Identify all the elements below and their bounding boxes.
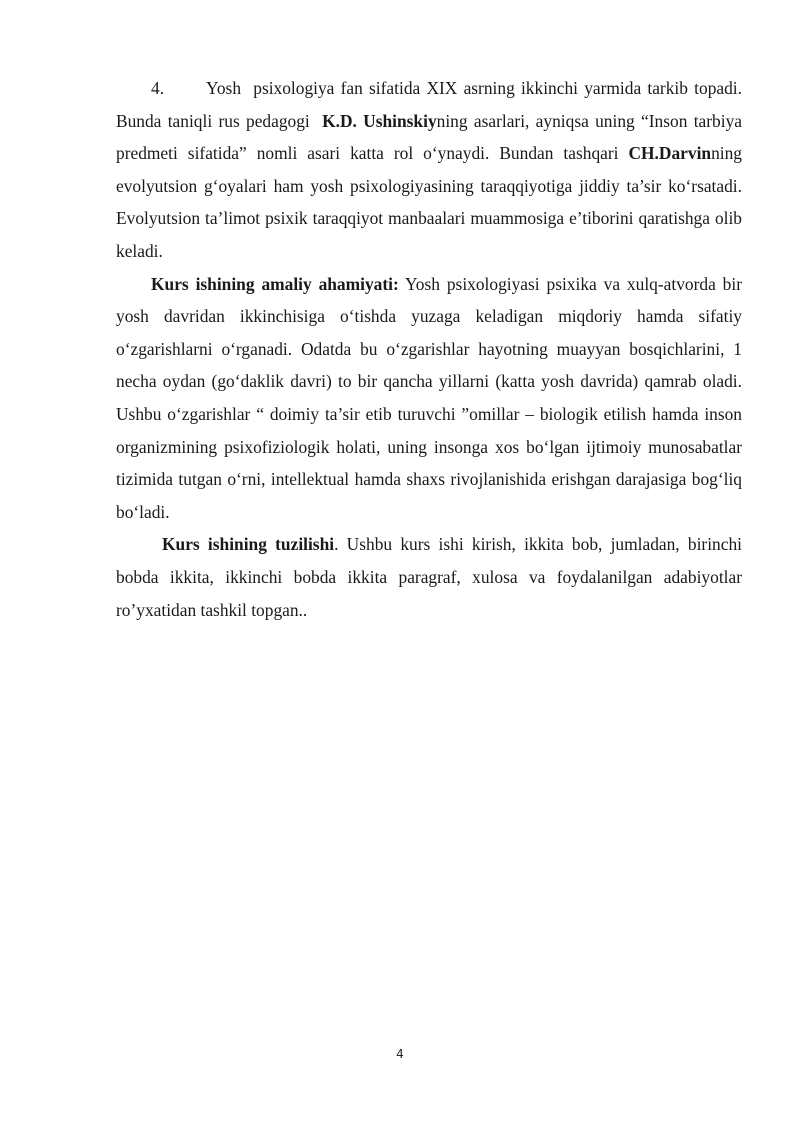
- paragraph-practical-significance: [116, 268, 742, 529]
- paragraph-body: Yosh psixologiyasi psixika va xulq-atvorda bir yosh davridan ikkinchisiga o‘tishda yuzaga keladigan miqdoriy hamda sifatiy o‘zgarishlarni o‘rganadi. Odatda bu o‘zgarishlar hayotning muayyan bosqichlarini, 1 necha oydan (go‘daklik davri) to bir qancha yillarni (katta yosh davrida) qamrab oladi. Ushbu o‘zgarishlar “ doimiy ta’sir etib turuvchi ”omillar – biologik etilish hamda inson organizmining psixofiziologik holati, uning insonga xos bo‘lgan ijtimoiy munosabatlar tizimida tutgan o‘rni, intellektual hamda shaxs rivojlanishida erishgan darajasiga bog‘liq bo‘ladi.: [116, 273, 742, 522]
- text-segment: Yosh: [206, 78, 242, 98]
- text-segment: psixologiya fan sifatida XIX asrning ikkinchi yarmida tarkib topadi. Bunda taniqli rus pedagogi: [116, 78, 742, 131]
- list-number: 4.: [151, 78, 165, 98]
- paragraph-structure: [116, 528, 742, 626]
- bold-name-ushinskiy: K.D. Ushinskiy: [322, 110, 437, 131]
- body-text: [116, 72, 742, 626]
- paragraph-history: [116, 72, 742, 268]
- bold-name-darvin: CH.Darvin: [628, 143, 712, 164]
- page-number: 4: [396, 1047, 404, 1061]
- text-segment: ning asarlari, ayniqsa uning “Inson tarbiya predmeti sifatida” nomli asari katta rol o‘ynaydi. Bundan tashqari: [116, 110, 742, 164]
- text-segment: ning evolyutsion g‘oyalari ham yosh psixologiyasining taraqqiyotiga jiddiy ta’sir ko‘rsatadi. Evolyutsion ta’limot psixik taraqqiyot manbaalari muammosiga e’tiborini qaratishga olib keladi.: [116, 143, 742, 261]
- paragraph-body: . Ushbu kurs ishi kirish, ikkita bob, jumladan, birinchi bobda ikkita, ikkinchi bobda ikkita paragraf, xulosa va foydalanilgan adabiyotlar ro’yxatidan tashkil topgan..: [116, 534, 742, 620]
- section-heading-practical: Kurs ishining amaliy ahamiyati:: [151, 273, 399, 294]
- section-heading-structure: Kurs ishining tuzilishi: [162, 534, 335, 555]
